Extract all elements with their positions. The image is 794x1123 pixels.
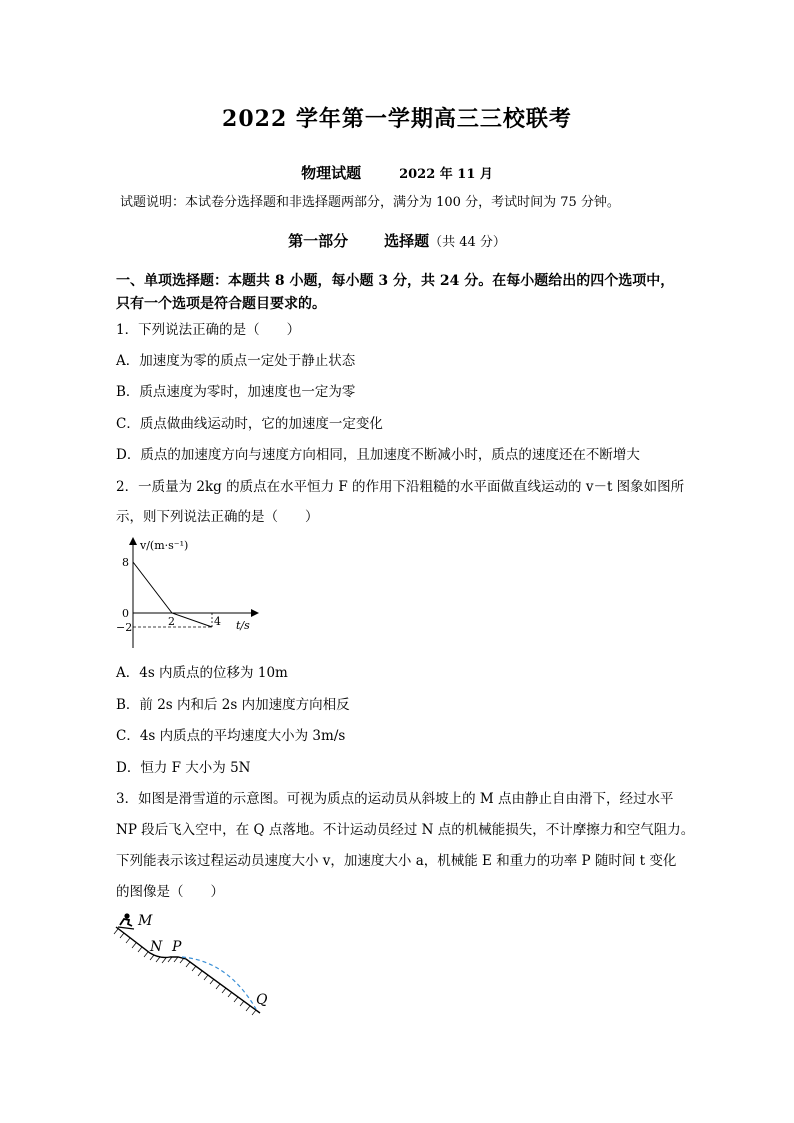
x-tick-2: 2 <box>168 615 175 628</box>
y-tick-8: 8 <box>122 556 129 569</box>
exam-description: 试题说明：本试卷分选择题和非选择题两部分，满分为 100 分，考试时间为 75 分钟。 <box>120 195 620 210</box>
y-tick-neg2: −2 <box>116 621 133 634</box>
section-instructions-line1: 一、单项选择题：本题共 8 小题，每小题 3 分，共 24 分。在每小题给出的四个选项中， <box>116 273 675 289</box>
q2-option-b: B．前 2s 内和后 2s 内加速度方向相反 <box>116 697 350 713</box>
x-tick-4: 4 <box>214 615 221 628</box>
vt-graph <box>110 530 270 655</box>
q1-option-a: A．加速度为零的质点一定处于静止状态 <box>116 353 356 369</box>
q2-stem-line1: 2．一质量为 2kg 的质点在水平恒力 F 的作用下沿粗糙的水平面做直线运动的 v－t 图象如图所 <box>116 479 685 495</box>
q2-option-a: A．4s 内质点的位移为 10m <box>116 665 288 681</box>
y-tick-0: 0 <box>122 607 129 620</box>
part-note: （共 44 分） <box>429 235 506 250</box>
page-title: 2022 学年第一学期高三三校联考 <box>222 106 572 132</box>
q3-stem-line4: 的图像是（ ） <box>116 884 224 900</box>
point-q-label: Q <box>256 992 268 1008</box>
ski-slope-figure <box>108 905 283 1020</box>
point-m-label: M <box>138 913 153 929</box>
exam-date: 2022 年 11 月 <box>399 167 493 182</box>
q1-option-c: C．质点做曲线运动时，它的加速度一定变化 <box>116 416 383 432</box>
slope-surface <box>116 927 260 1013</box>
q3-stem-line2: NP 段后飞入空中，在 Q 点落地。不计运动员经过 N 点的机械能损失，不计摩擦力和空气阻力。 <box>116 822 695 838</box>
part-heading <box>0 230 794 251</box>
skier-icon <box>118 913 134 929</box>
q2-option-d: D．恒力 F 大小为 5N <box>116 760 251 776</box>
y-axis-label: v/(m·s⁻¹) <box>140 539 189 552</box>
q1-option-d: D．质点的加速度方向与速度方向相同，且加速度不断减小时，质点的速度还在不断增大 <box>116 447 640 463</box>
x-axis-label: t/s <box>236 619 250 632</box>
exam-subject <box>0 162 794 183</box>
q1-option-b: B．质点速度为零时，加速度也一定为零 <box>116 384 356 400</box>
point-n-label: N <box>150 939 163 955</box>
q3-stem-line1: 3．如图是滑雪道的示意图。可视为质点的运动员从斜坡上的 M 点由静止自由滑下，经过水平 <box>116 791 674 807</box>
subject-label: 物理试题 <box>301 164 362 182</box>
point-p-label: P <box>172 939 182 955</box>
q3-stem-line3: 下列能表示该过程运动员速度大小 v，加速度大小 a，机械能 E 和重力的功率 P 随时间 t 变化 <box>116 853 677 869</box>
part-name: 选择题 <box>384 232 430 250</box>
part-label: 第一部分 <box>288 232 349 250</box>
q2-option-c: C．4s 内质点的平均速度大小为 3m/s <box>116 728 346 744</box>
q2-stem-line2: 示，则下列说法正确的是（ ） <box>116 509 319 525</box>
section-instructions-line2: 只有一个选项是符合题目要求的。 <box>116 296 326 312</box>
q1-stem: 1．下列说法正确的是（ ） <box>116 322 301 338</box>
